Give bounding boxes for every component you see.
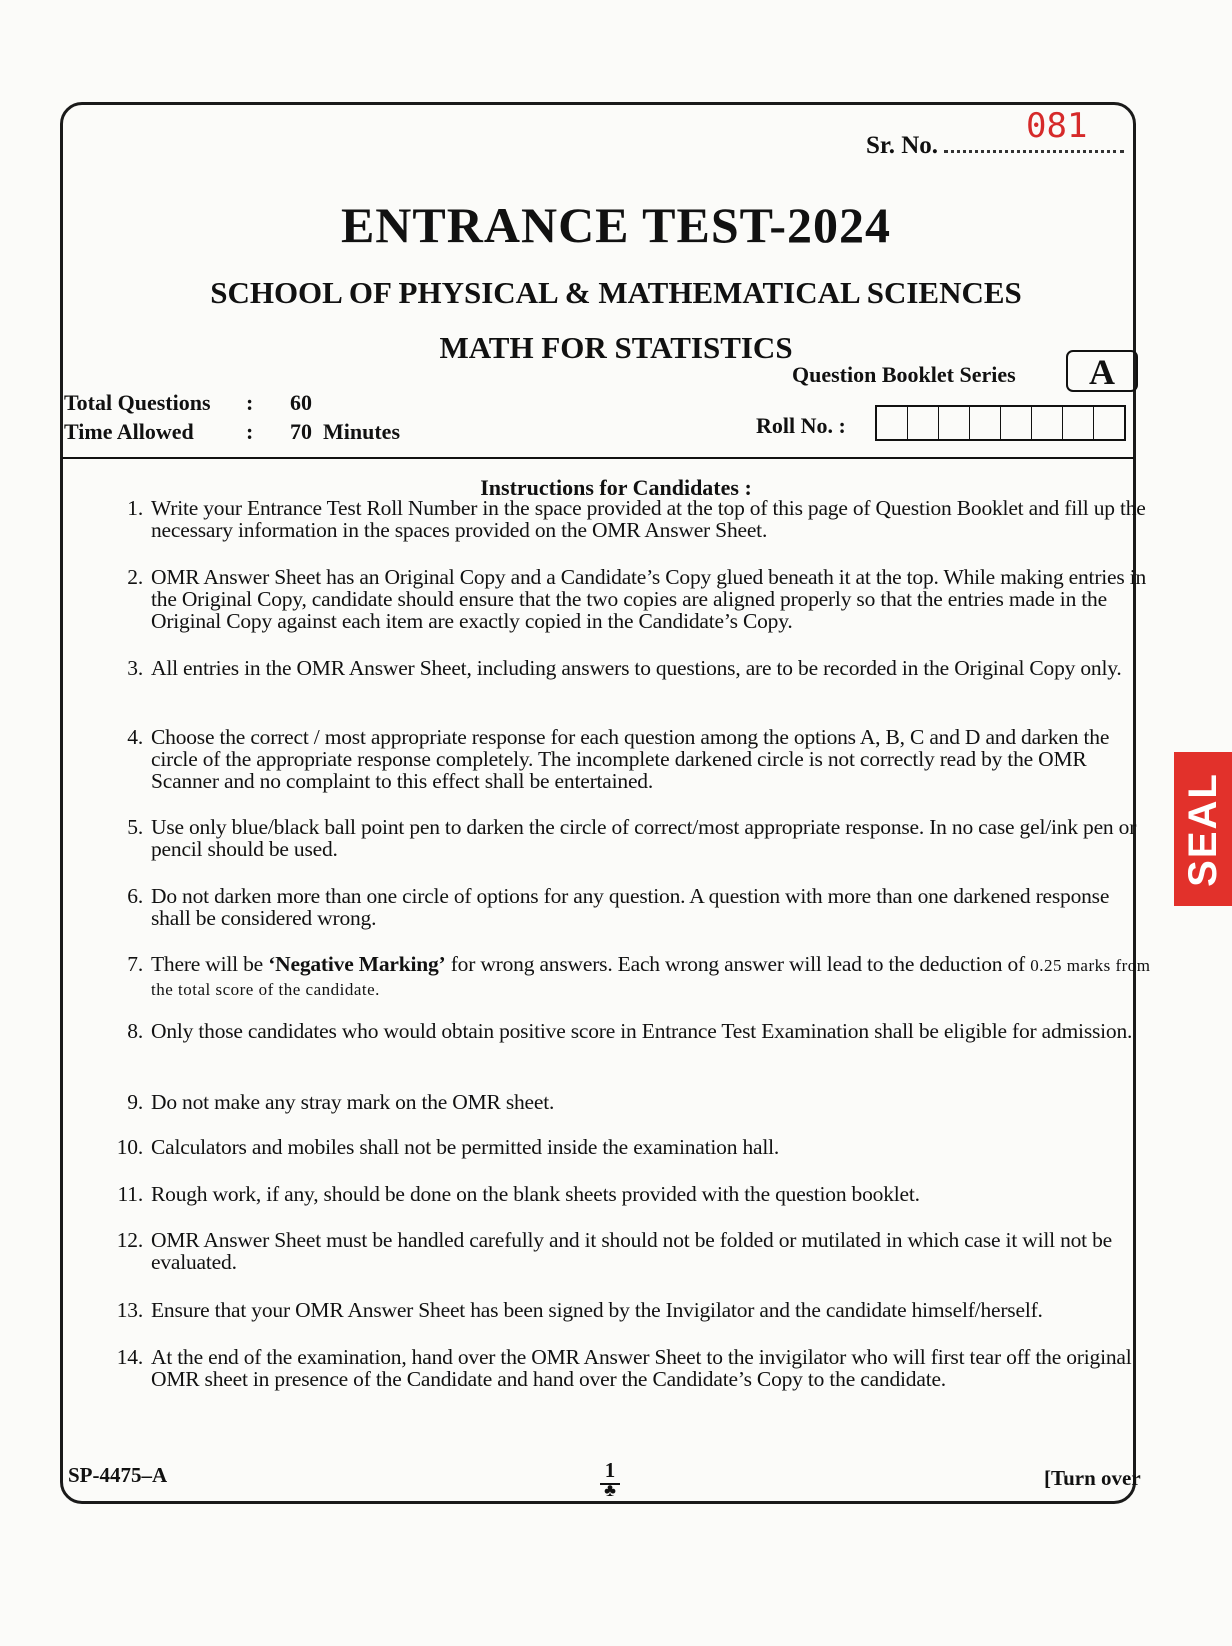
roll-digit-box[interactable] bbox=[877, 407, 908, 439]
instruction-item bbox=[98, 1183, 1152, 1205]
instruction-number: 5. bbox=[127, 815, 143, 839]
booklet-series-value: A bbox=[1066, 350, 1138, 392]
colon: : bbox=[246, 419, 254, 444]
instruction-item bbox=[98, 1020, 1152, 1042]
instruction-number: 10. bbox=[116, 1135, 143, 1159]
instruction-text: Ensure that your OMR Answer Sheet has been signed by the Invigilator and the candidate himself/herself. bbox=[151, 1298, 1043, 1322]
instruction-text: Only those candidates who would obtain positive score in Entrance Test Examination shall be eligible for admission. bbox=[151, 1019, 1133, 1043]
instruction-text: OMR Answer Sheet has an Original Copy and a Candidate’s Copy glued beneath it at the top. While making entries in the Original Copy, candidate should ensure that the two copies are aligned properly so that the entries made in the Original Copy against each item are exactly copied in the Candidate’s Copy. bbox=[151, 565, 1147, 633]
instruction-number: 4. bbox=[127, 725, 143, 749]
time-allowed-label: Time Allowed bbox=[64, 419, 194, 444]
instruction-number: 13. bbox=[116, 1298, 143, 1322]
total-questions-label: Total Questions bbox=[64, 390, 211, 415]
turn-over-note: [Turn over bbox=[1044, 1466, 1141, 1490]
page-title: ENTRANCE TEST-2024 bbox=[340, 197, 892, 253]
club-icon: ♣ bbox=[604, 1480, 616, 1500]
instruction-item bbox=[98, 953, 1152, 1001]
instruction-text: Write your Entrance Test Roll Number in the space provided at the top of this page of Question Booklet and fill up the necessary information in the spaces provided on the OMR Answer Sheet. bbox=[151, 496, 1146, 542]
instruction-number: 8. bbox=[127, 1019, 143, 1043]
instruction-item bbox=[98, 885, 1152, 929]
instruction-text: Calculators and mobiles shall not be permitted inside the examination hall. bbox=[151, 1135, 780, 1159]
roll-digit-box[interactable] bbox=[1094, 407, 1124, 439]
time-allowed-value: 70 Minutes bbox=[290, 419, 400, 444]
seal-tab bbox=[1174, 752, 1232, 906]
colon: : bbox=[246, 390, 254, 415]
instruction-item bbox=[98, 566, 1152, 632]
seal-label: SEAL bbox=[1180, 771, 1225, 887]
total-questions-value: 60 bbox=[290, 390, 312, 415]
instruction-number: 1. bbox=[127, 496, 143, 520]
subject-name: MATH FOR STATISTICS bbox=[439, 330, 793, 365]
instruction-item bbox=[98, 1346, 1152, 1390]
booklet-series-label: Question Booklet Series bbox=[792, 362, 1016, 387]
instruction-item bbox=[98, 816, 1152, 860]
page-border bbox=[60, 102, 1136, 1504]
serial-number-label: Sr. No. bbox=[866, 132, 939, 159]
instruction-item bbox=[98, 1136, 1152, 1158]
serial-number-value: 081 bbox=[1026, 106, 1088, 146]
instruction-item bbox=[98, 1091, 1152, 1113]
instruction-number: 14. bbox=[116, 1345, 143, 1369]
instruction-text: At the end of the examination, hand over the OMR Answer Sheet to the invigilator who will first tear off the original OMR sheet in presence of the Candidate and hand over the Candidate’s Copy to the candidate. bbox=[151, 1345, 1132, 1391]
instruction-text: All entries in the OMR Answer Sheet, including answers to questions, are to be recorded in the Original Copy only. bbox=[151, 656, 1122, 680]
instruction-text-part: for wrong answers. Each wrong answer will lead to the deduction of bbox=[445, 952, 1031, 976]
instruction-text: Use only blue/black ball point pen to darken the circle of correct/most appropriate response. In no case gel/ink pen or pencil should be used. bbox=[151, 815, 1137, 861]
instruction-number: 2. bbox=[127, 565, 143, 589]
school-name: SCHOOL OF PHYSICAL & MATHEMATICAL SCIENCES bbox=[210, 275, 1022, 310]
roll-digit-box[interactable] bbox=[1032, 407, 1063, 439]
roll-number-boxes[interactable] bbox=[875, 405, 1126, 441]
instruction-item bbox=[98, 657, 1152, 679]
instruction-text-part: 0.25 marks from the total score of the candidate. bbox=[151, 956, 1151, 999]
booklet-code: SP-4475–A bbox=[68, 1463, 168, 1487]
roll-number-label: Roll No. : bbox=[756, 413, 846, 438]
instruction-number: 9. bbox=[127, 1090, 143, 1114]
instruction-number: 3. bbox=[127, 656, 143, 680]
instruction-number: 7. bbox=[127, 952, 143, 976]
total-questions-row bbox=[64, 390, 312, 416]
roll-digit-box[interactable] bbox=[939, 407, 970, 439]
instruction-number: 12. bbox=[116, 1228, 143, 1252]
roll-digit-box[interactable] bbox=[1001, 407, 1032, 439]
instructions-heading: Instructions for Candidates : bbox=[480, 475, 752, 500]
instruction-text: OMR Answer Sheet must be handled carefully and it should not be folded or mutilated in which case it will not be evaluated. bbox=[151, 1228, 1113, 1274]
roll-digit-box[interactable] bbox=[908, 407, 939, 439]
instruction-number: 11. bbox=[117, 1182, 143, 1206]
instruction-number: 6. bbox=[127, 884, 143, 908]
page-number-text: 1 bbox=[600, 1458, 620, 1485]
header-divider bbox=[62, 457, 1134, 459]
instruction-text: Do not make any stray mark on the OMR sheet. bbox=[151, 1090, 555, 1114]
instruction-text: Do not darken more than one circle of options for any question. A question with more than one darkened response shall be considered wrong. bbox=[151, 884, 1110, 930]
instruction-item bbox=[98, 726, 1152, 792]
roll-digit-box[interactable] bbox=[1063, 407, 1094, 439]
instruction-text-part: There will be bbox=[151, 952, 269, 976]
instruction-item bbox=[98, 1229, 1152, 1273]
instruction-item bbox=[98, 497, 1152, 541]
negative-marking-emphasis: ‘Negative Marking’ bbox=[268, 952, 446, 976]
instruction-text bbox=[143, 953, 1152, 1001]
roll-digit-box[interactable] bbox=[970, 407, 1001, 439]
instruction-text: Choose the correct / most appropriate response for each question among the options A, B, C and D and darken the circle of the appropriate response completely. The incomplete darkened circle is not correctly read by the OMR Scanner and no complaint to this effect shall be entertained. bbox=[151, 725, 1110, 793]
instruction-item bbox=[98, 1299, 1152, 1321]
time-allowed-row bbox=[64, 419, 400, 445]
instruction-text: Rough work, if any, should be done on the blank sheets provided with the question booklet. bbox=[151, 1182, 920, 1206]
